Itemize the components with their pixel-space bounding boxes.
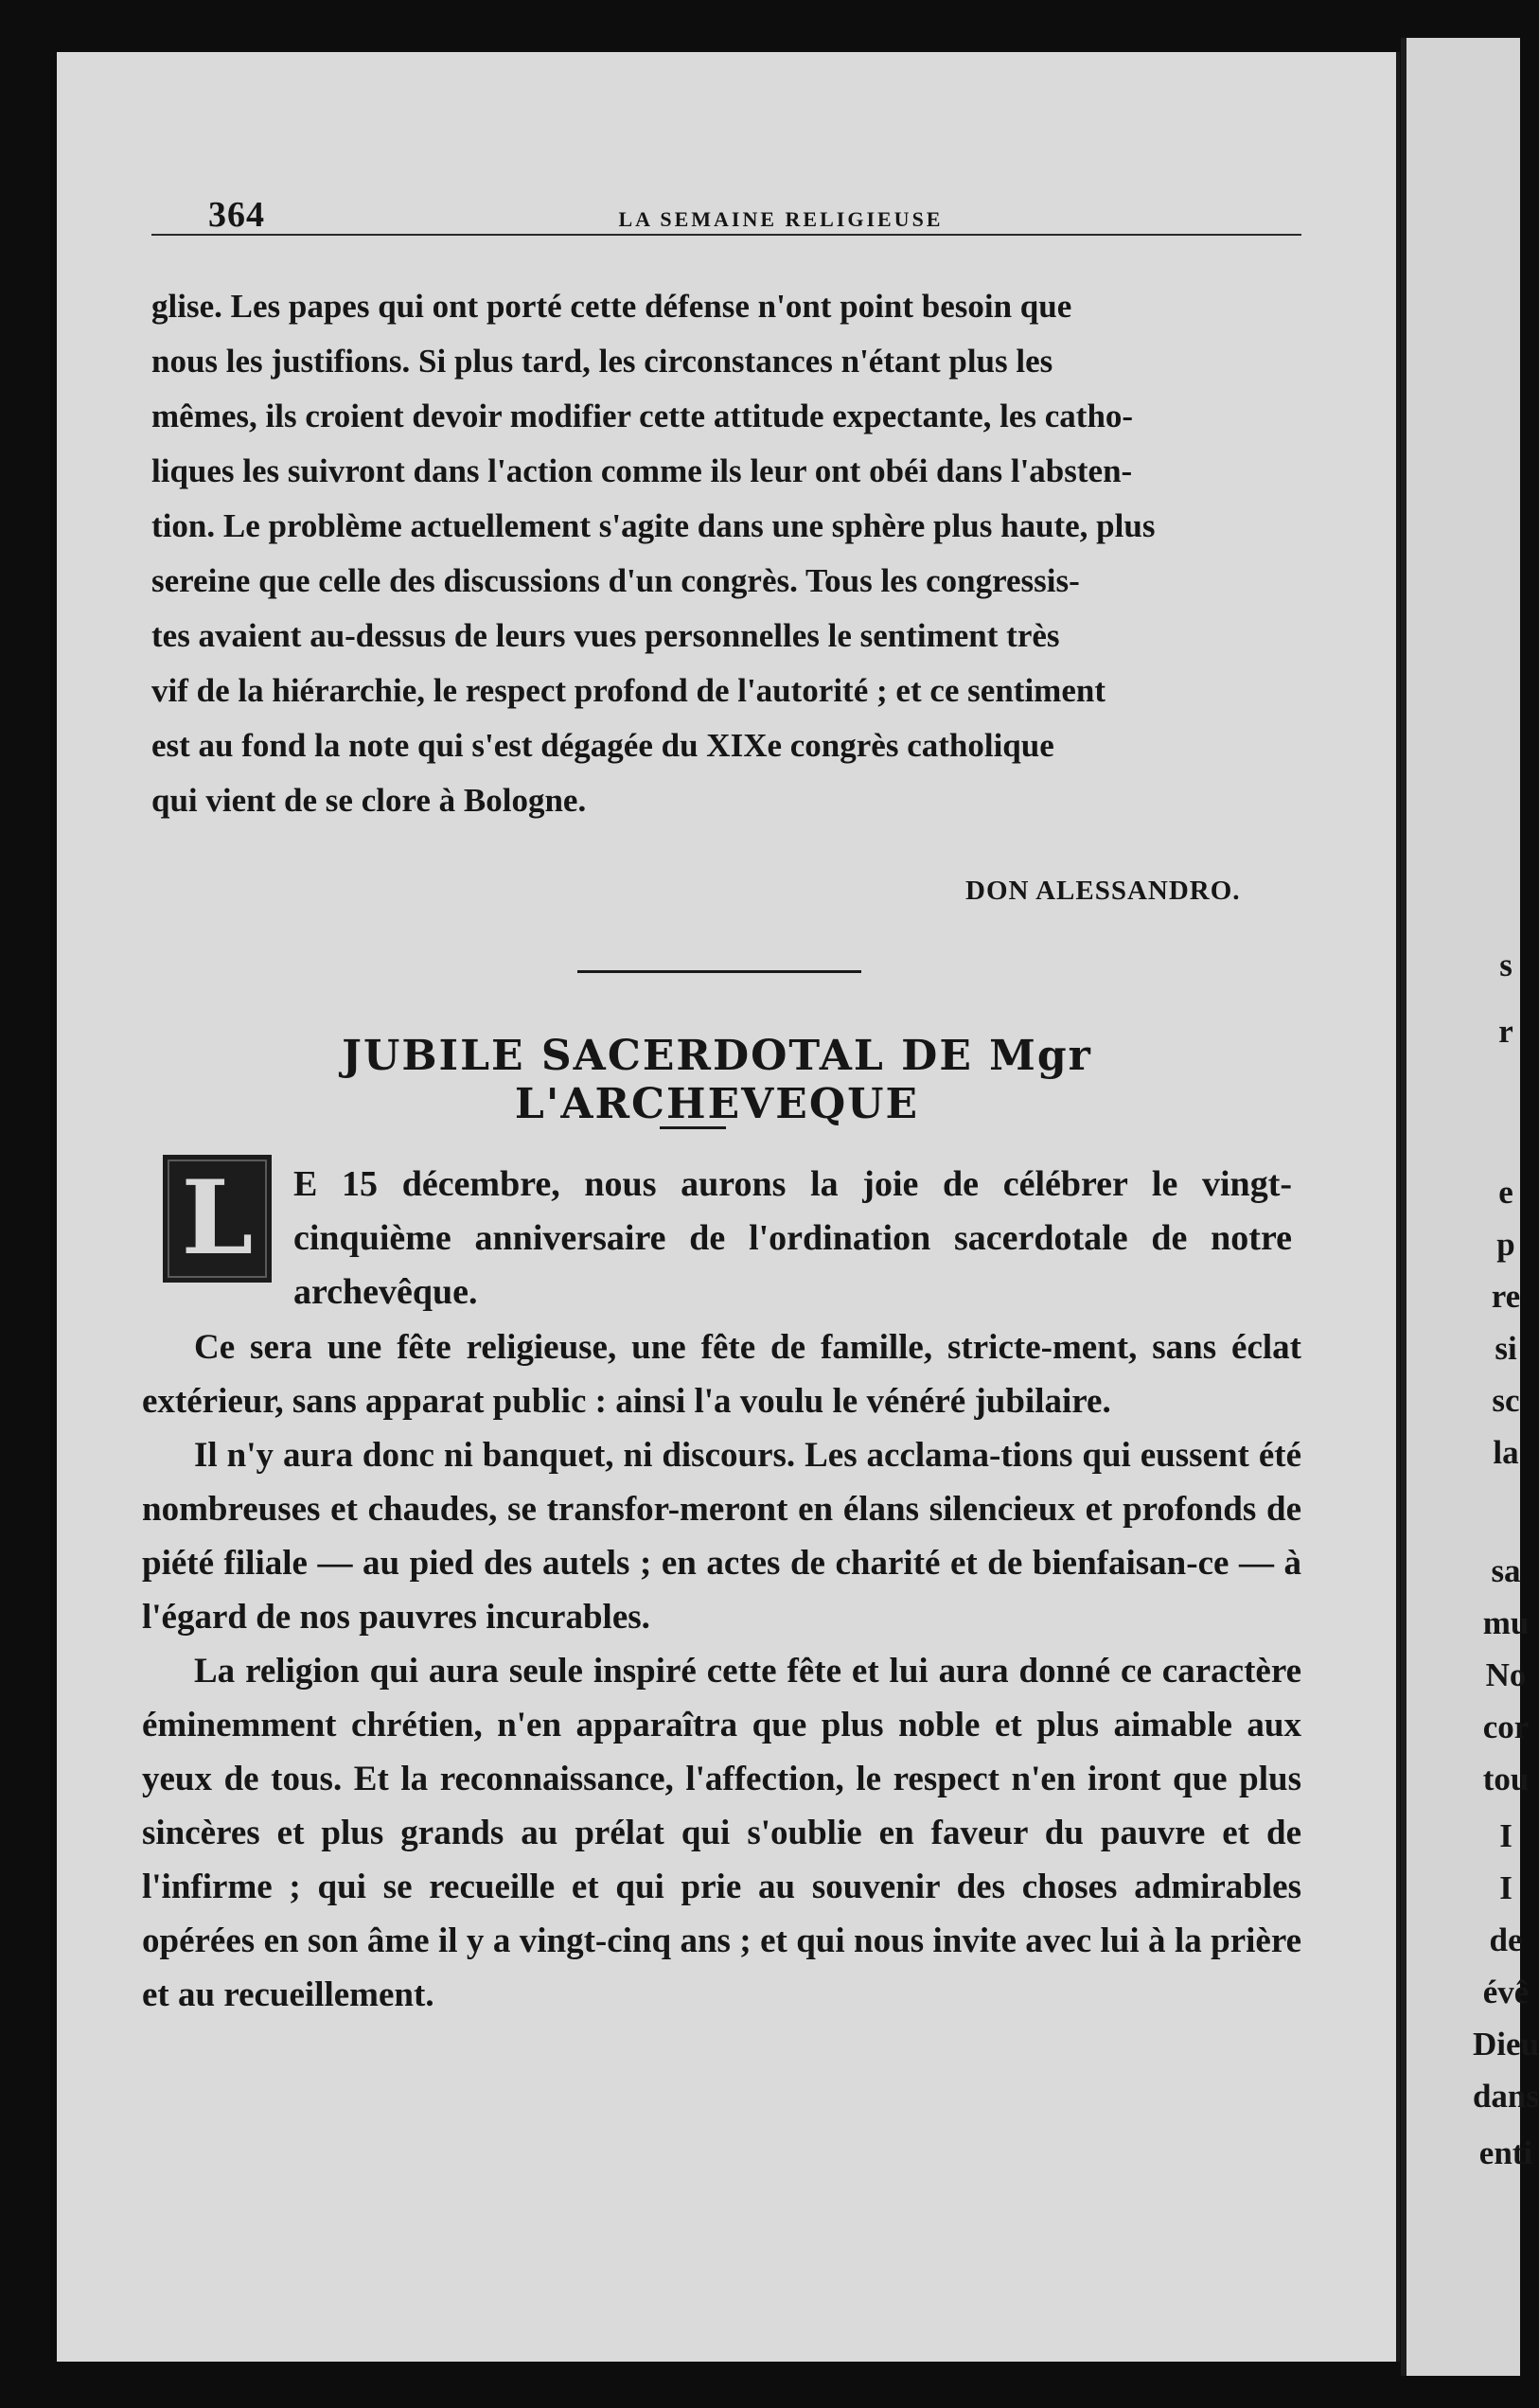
previous-article-ending [151, 279, 1301, 828]
fragment: cor [1482, 1709, 1530, 1745]
fragment: Dieu [1473, 2026, 1539, 2063]
text-line: glise. Les papes qui ont porté cette défense n'ont point besoin que [151, 288, 1072, 325]
fragment: p [1496, 1226, 1515, 1263]
fragment: sc [1492, 1382, 1520, 1419]
text-line: liques les suivront dans l'action comme ils leur ont obéi dans l'absten- [151, 452, 1133, 489]
fragment: la [1493, 1434, 1519, 1471]
text-line: est au fond la note qui s'est dégagée du XIXe congrès catholique [151, 727, 1054, 764]
fragment: évê [1482, 1974, 1530, 2010]
fragment: enti [1478, 2134, 1533, 2171]
fragment: I [1499, 1869, 1512, 1906]
paragraph: La religion qui aura seule inspiré cette fête et lui aura donné ce caractère éminemment chrétien, n'en apparaîtra que plus noble et plus aimable aux yeux de tous. Et la reconnaissance, l'affection, le respect n'en iront que plus sincères et plus grands au prélat qui s'oublie en faveur du pauvre et de l'infirme ; qui se recueille et qui prie au souvenir des choses admirables opérées en son âme il y a vingt-cinq ans ; et qui nous invite avec lui à la prière et au recueillement. [142, 1652, 1301, 2014]
fragment: mu [1482, 1604, 1530, 1641]
fragment: e [1498, 1174, 1513, 1211]
fragment: de [1489, 1921, 1523, 1958]
text-line: vif de la hiérarchie, le respect profond de l'autorité ; et ce sentiment [151, 672, 1106, 709]
fragment: si [1495, 1330, 1517, 1367]
lead-paragraph: E 15 décembre, nous aurons la joie de célébrer le vingt-cinquième anniversaire de l'ordination sacerdotale de notre archevêque. [293, 1164, 1292, 1312]
page-number: 364 [208, 195, 265, 235]
fragment: re [1491, 1278, 1521, 1315]
article-title: JUBILE SACERDOTAL DE Mgr L'ARCHEVEQUE [342, 1032, 1092, 1128]
text-line: sereine que celle des discussions d'un congrès. Tous les congressis- [151, 562, 1080, 599]
fragment: dans [1472, 2078, 1539, 2115]
fragment: tou [1482, 1761, 1530, 1797]
article-body [142, 1320, 1301, 2022]
text-line: mêmes, ils croient devoir modifier cette attitude expectante, les catho- [151, 398, 1134, 434]
adjacent-page-edge [1401, 38, 1539, 2376]
text-line: tes avaient au-dessus de leurs vues personnelles le sentiment très [151, 617, 1060, 654]
running-title: LA SEMAINE RELIGIEUSE [618, 207, 944, 231]
text-line: tion. Le problème actuellement s'agite dans une sphère plus haute, plus [151, 507, 1156, 544]
fragment: sa [1491, 1552, 1521, 1589]
section-divider [577, 970, 861, 973]
page-header [208, 194, 1353, 270]
fragment: I [1499, 1817, 1512, 1854]
header-rule [151, 234, 1301, 236]
author-signature: DON ALESSANDRO. [965, 876, 1241, 906]
paragraph: Ce sera une fête religieuse, une fête de famille, stricte-ment, sans éclat extérieur, sans apparat public : ainsi l'a voulu le vénéré jubilaire. [142, 1328, 1301, 1421]
title-divider [660, 1126, 726, 1129]
fragment: No [1485, 1656, 1527, 1693]
text-line: nous les justifions. Si plus tard, les circonstances n'étant plus les [151, 343, 1053, 380]
dropcap-initial: L [163, 1155, 272, 1283]
paragraph: Il n'y aura donc ni banquet, ni discours. Les acclama-tions qui eussent été nombreuses et chaudes, se transfor-meront en élans silencieux et profonds de piété filiale — au pied des autels ; en actes de charité et de bienfaisan-ce — à l'égard de nos pauvres incurables. [142, 1436, 1301, 1637]
text-line: qui vient de se clore à Bologne. [151, 782, 587, 819]
fragment: s [1499, 947, 1512, 983]
fragment: r [1498, 1013, 1513, 1050]
